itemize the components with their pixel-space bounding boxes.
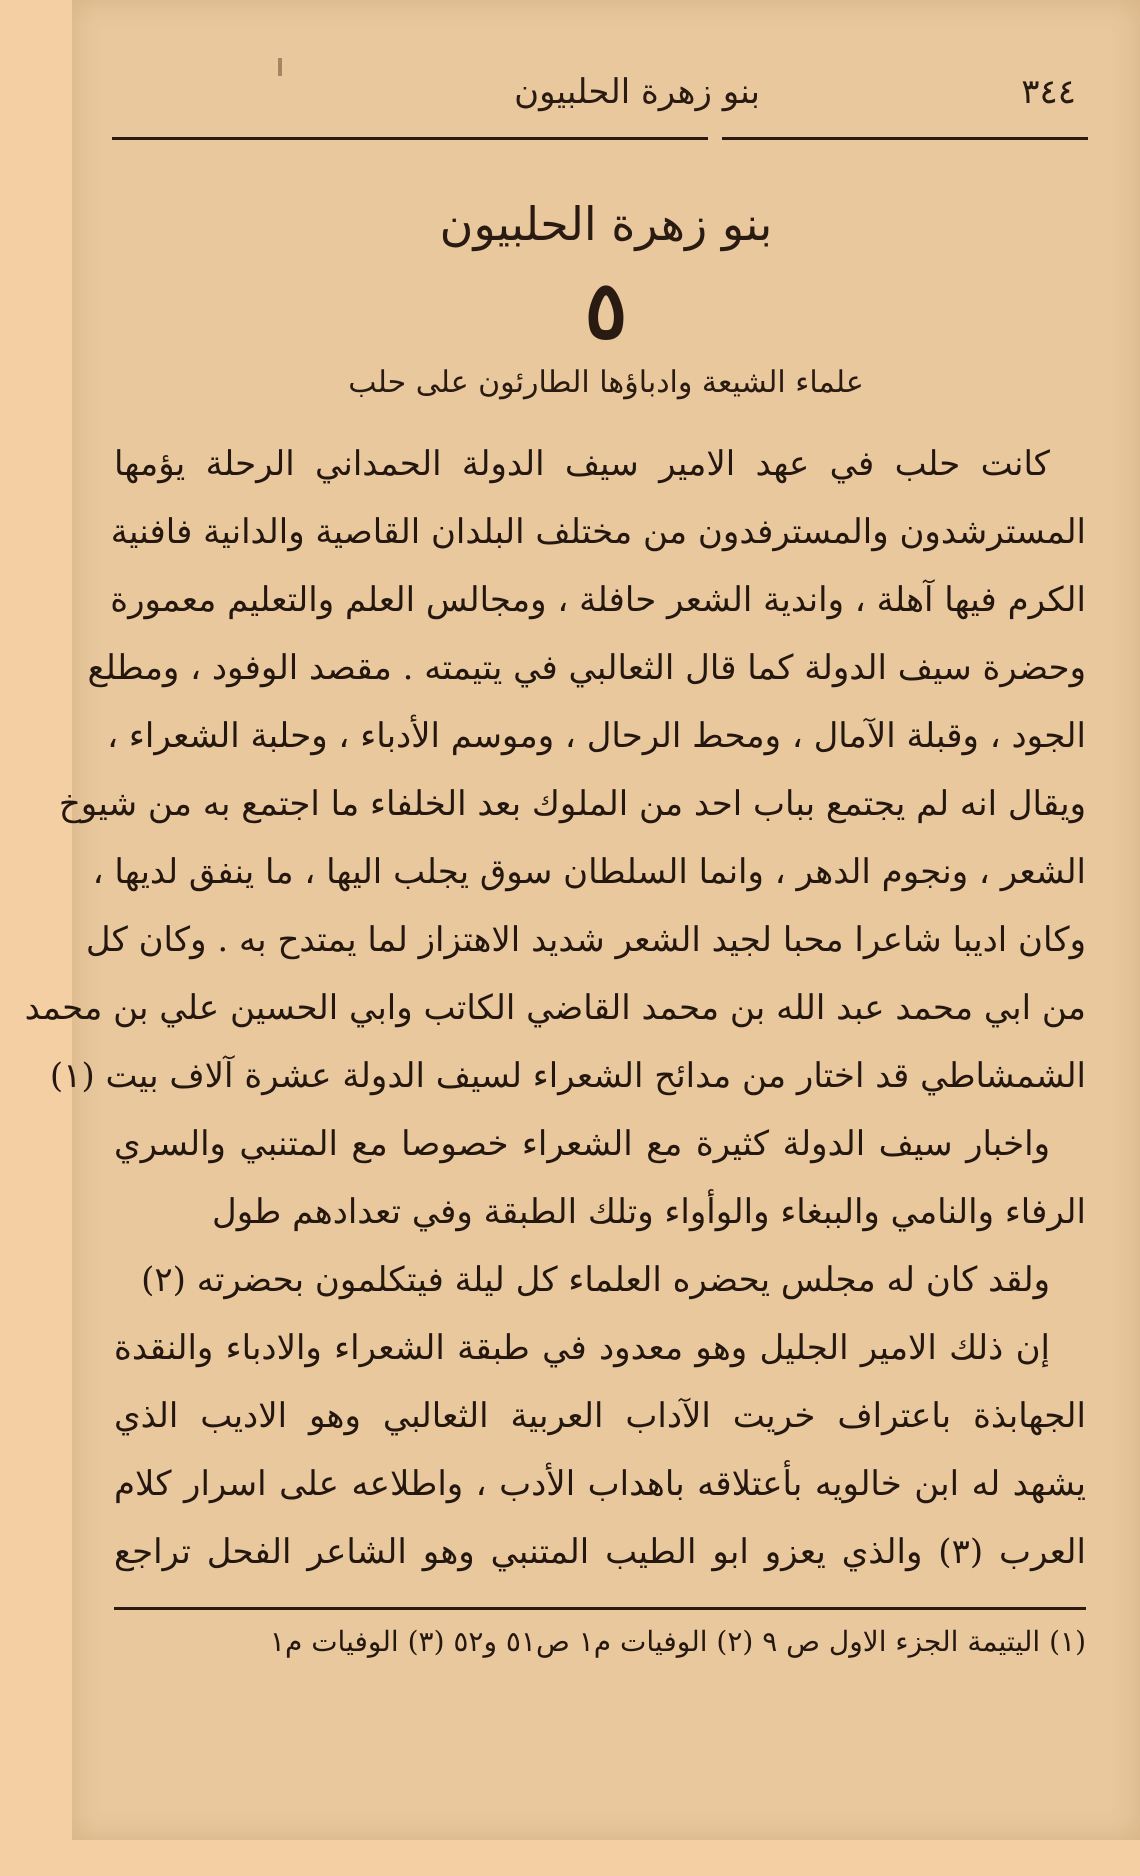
text-line: واخبار سيف الدولة كثيرة مع الشعراء خصوصا مع المتنبي والسري (114, 1124, 1050, 1164)
book-page (24, 0, 1140, 1840)
body-text (24, 430, 1086, 1580)
text-line: إن ذلك الامير الجليل وهو معدود في طبقة الشعراء والادباء والنقدة (114, 1328, 1050, 1368)
text-line: وحضرة سيف الدولة كما قال الثعالبي في يتيمته . مقصد الوفود ، ومطلع (87, 648, 1086, 688)
text-line: العرب (٣) والذي يعزو ابو الطيب المتنبي وهو الشاعر الفحل تراجع (114, 1532, 1086, 1572)
text-line: الشمشاطي قد اختار من مدائح الشعراء لسيف الدولة عشرة آلاف بيت (١) (49, 1056, 1086, 1096)
page-header (72, 72, 1140, 122)
text-line: الكرم فيها آهلة ، واندية الشعر حافلة ، ومجالس العلم والتعليم معمورة (110, 580, 1086, 620)
chapter-title: بنو زهرة الحلبيون (439, 197, 773, 251)
page-number: ٣٤٤ (1021, 72, 1076, 112)
text-line: الجود ، وقبلة الآمال ، ومحط الرحال ، وموسم الأدباء ، وحلبة الشعراء ، (107, 716, 1086, 756)
text-line: ولقد كان له مجلس يحضره العلماء كل ليلة فيتكلمون بحضرته (٢) (141, 1260, 1050, 1300)
footnotes: (١) اليتيمة الجزء الاول ص ٩ (٢) الوفيات م١ ص٥١ و٥٢ (٣) الوفيات م١ (269, 1625, 1086, 1658)
header-rule (112, 137, 708, 140)
text-line: الرفاء والنامي والببغاء والوأواء وتلك الطبقة وفي تعدادهم طول (212, 1192, 1086, 1232)
chapter-number: ٥ (584, 263, 628, 357)
text-line: وكان اديبا شاعرا محبا لجيد الشعر شديد الاهتزاز لما يمتدح به . وكان كل (85, 920, 1086, 960)
text-line: يشهد له ابن خالويه بأعتلاقه باهداب الأدب ، واطلاعه على اسرار كلام (114, 1464, 1086, 1504)
text-line: من ابي محمد عبد الله بن محمد القاضي الكاتب وابي الحسين علي بن محمد (24, 988, 1086, 1028)
text-line: المسترشدون والمسترفدون من مختلف البلدان القاصية والدانية فافنية (110, 512, 1086, 552)
header-rule (722, 137, 1088, 140)
text-line: الجهابذة باعتراف خريت الآداب العربية الثعالبي وهو الاديب الذي (114, 1396, 1086, 1436)
chapter-subtitle: علماء الشيعة وادباؤها الطارئون على حلب (348, 365, 864, 400)
footnote-rule (114, 1607, 1086, 1610)
text-line: ويقال انه لم يجتمع بباب احد من الملوك بعد الخلفاء ما اجتمع به من شيوخ (58, 784, 1086, 824)
running-title: بنو زهرة الحلبيون (514, 72, 760, 112)
text-line: الشعر ، ونجوم الدهر ، وانما السلطان سوق يجلب اليها ، ما ينفق لديها ، (92, 852, 1086, 892)
text-line: كانت حلب في عهد الامير سيف الدولة الحمداني الرحلة يؤمها (114, 444, 1050, 484)
